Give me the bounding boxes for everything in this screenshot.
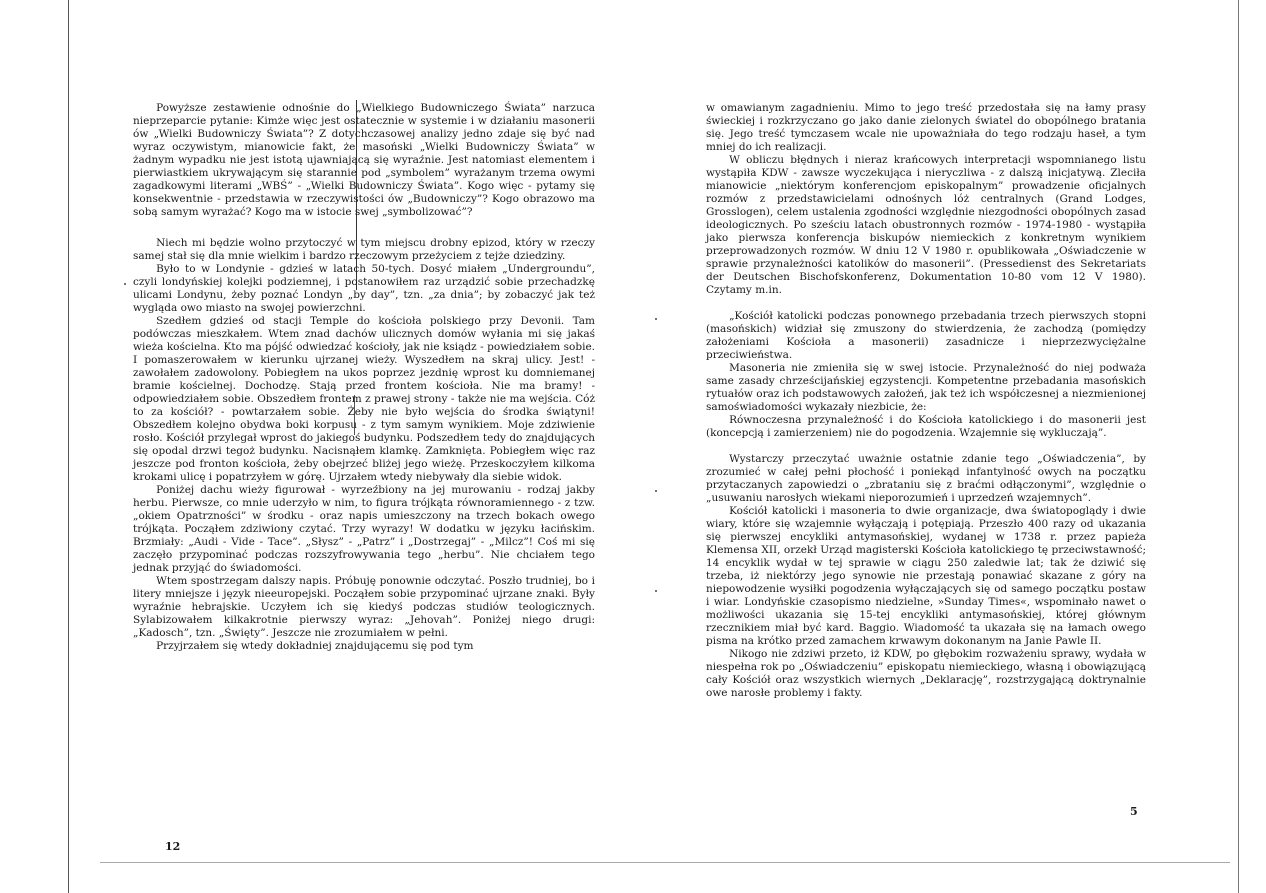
paragraph: Było to w Londynie - gdzieś w latach 50-tych. Dosyć miałem „Undergroundu”, czyli londyńskiej kolejki podziemnej, i postanowiłem raz urządzić sobie przechadzkę ulicami Londynu, żeby poznać Londyn „by day”, tzn. „za dnia”; by zobaczyć jak też wygląda owo miasto na swojej powierzchni. [133, 263, 595, 314]
scan-speck [655, 590, 657, 592]
page-number-right: 5 [1130, 805, 1138, 818]
paragraph: Nikogo nie zdziwi przeto, iż KDW, po głębokim rozważeniu sprawy, wydała w niespełna rok po „Oświadczeniu” episkopatu niemieckiego, własną i obowiązującą cały Kościół oraz wszystkich wiernych „Deklarację”, rozstrzygającą doktrynalnie owe narosłe problemy i fakty. [706, 648, 1146, 699]
right-page-text [706, 102, 1146, 700]
bottom-scan-rule [100, 862, 1230, 863]
paragraph: Wystarczy przeczytać uważnie ostatnie zdanie tego „Oświadczenia”, by zrozumieć w całej pełni płochość i poniekąd infantylność owych na początku przytaczanych zapowiedzi o „zbrataniu się z braćmi odłączonymi”, względnie o „usuwaniu narosłych wiekami nieporozumień i uprzedzeń wzajemnych”. [706, 453, 1146, 504]
left-scan-edge [68, 0, 69, 893]
left-page-text [133, 102, 595, 653]
paragraph: Powyższe zestawienie odnośnie do „Wielkiego Budowniczego Świata” narzuca nieprzeparcie pytanie: Kimże więc jest ostatecznie w systemie i w działaniu masonerii ów „Wielki Budowniczy Świata”? Z dotychczasowej analizy jedno zdaje się być nad wyraz oczywistym, mianowicie fakt, że masoński „Wielki Budowniczy Świata” w żadnym wypadku nie jest istotą ujawniającą się wyraźnie. Jest natomiast elementem i pierwiastkiem ukrywającym się starannie pod „symbolem” wyrażanym trzema owymi zagadkowymi literami „WBŚ” - „Wielki Budowniczy Świata”. Kogo więc - pytamy się konsekwentnie - przedstawia w rzeczywistości ów „Budowniczy”? Kogo obrazowo ma sobą samym wyrażać? Kogo ma w istocie swej „symbolizować”? [133, 102, 595, 218]
quote-paragraph: „Kościół katolicki podczas ponownego przebadania trzech pierwszych stopni (masońskich) widział się zmuszony do stwierdzenia, że zachodzą (pomiędzy założeniami Kościoła a masonerii) zasadnicze i nieprzezwyciężalne przeciwieństwa. [706, 310, 1146, 361]
paragraph: w omawianym zagadnieniu. Mimo to jego treść przedostała się na łamy prasy świeckiej i rozkrzyczano go jako danie zielonych światel do obopólnego bratania się. Jego treść tymczasem wcale nie upoważniała do tego rodzaju haseł, a tym mniej do ich realizacji. [706, 102, 1146, 153]
scan-speck [655, 318, 657, 320]
scan-speck [655, 490, 657, 492]
paragraph: Niech mi będzie wolno przytoczyć w tym miejscu drobny epizod, który w rzeczy samej stał się dla mnie wielkim i bardzo rzeczowym przeżyciem z tejże dziedziny. [133, 237, 595, 262]
quote-paragraph: Masoneria nie zmieniła się w swej istocie. Przynależność do niej podważa same zasady chrześcijańskiej egzystencji. Kompetentne przebadania masońskich rytuałów oraz ich podstawowych założeń, jak też ich współczesnej a niezmienionej samoświadomości wykazały niezbicie, że: [706, 362, 1146, 413]
paragraph: Wtem spostrzegam dalszy napis. Próbuję ponownie odczytać. Poszło trudniej, bo i litery mniejsze i język nieeuropejski. Począłem sobie przypominać ujrzane znaki. Były wyraźnie hebrajskie. Uczyłem ich się kiedyś podczas studiów teologicznych. Sylabizowałem kilkakrotnie pierwszy wyraz: „Jehovah”. Poniżej niego drugi: „Kadosch”, tzn. „Święty”. Jeszcze nie zrozumiałem w pełni. [133, 575, 595, 639]
paragraph: Przyjrzałem się wtedy dokładniej znajdującemu się pod tym [156, 640, 474, 652]
scan-speck [124, 283, 126, 285]
page-number-left: 12 [165, 840, 181, 853]
paragraph: Poniżej dachu wieży figurował - wyrzeźbiony na jej murowaniu - rodzaj jakby herbu. Pierwsze, co mnie uderzyło w nim, to figura trójkąta równoramiennego - z tzw. „okiem Opatrzności” w środku - oraz napis umieszczony na trzech bokach owego trójkąta. Począłem zdziwiony czytać. Trzy wyrazy! W dodatku w języku łacińskim. Brzmiały: „Audi - Vide - Tace”. „Słysz” - „Patrz” i „Dostrzegaj” - „Milcz”! Coś mi się zaczęło przypominać podczas rozszyfrowywania tego „herbu”. Nie chciałem tego jednak przyjąć do świadomości. [133, 484, 595, 574]
quote-paragraph: Równoczesna przynależność i do Kościoła katolickiego i do masonerii jest (koncepcją i zamierzeniem) nie do pogodzenia. Wzajemnie się wykluczają”. [706, 414, 1146, 439]
paragraph: Kościół katolicki i masoneria to dwie organizacje, dwa światopoglądy i dwie wiary, które się wzajemnie wyłączają i potępiają. Przeszło 400 razy od ukazania się pierwszej encykliki antymasońskiej, wydanej w 1738 r. przez papieża Klemensa XII, orzekł Urząd magisterski Kościoła katolickiego tę przeciwstawność; 14 encyklik wydał w tej sprawie w ciągu 250 zaledwie lat; tak że dziwić się trzeba, iż niektórzy jego synowie nie przestają ponawiać skazane z góry na niepowodzenie wysiłki pogodzenia wyłączających się od samego początku postaw i wiar. Londyńskie czasopismo niedzielne, »Sunday Times«, wspominało nawet o możliwości ukazania się 15-tej encykliki antymasońskiej, której głównym rzecznikiem miał być kard. Baggio. Wiadomość ta ukazała się na łamach owego pisma na krótko przed zamachem krwawym dokonanym na Janie Pawle II. [706, 505, 1146, 647]
right-scan-edge [1238, 0, 1239, 893]
paragraph: W obliczu błędnych i nieraz krańcowych interpretacji wspomnianego listu wystąpiła KDW - zawsze wyczekująca i nieryczliwa - z dalszą inicjatywą. Zleciła mianowicie „niektórym konferencjom episkopalnym” prowadzenie oficjalnych rozmów z przedstawicielami odnośnych lóż centralnych (Grand Lodges, Grosslogen), celem ustalenia zgodności względnie niezgodności obopólnych zasad ideologicznych. Po sześciu latach obustronnych rozmów - 1974-1980 - wystąpiła jako pierwsza konferencja biskupów niemieckich z konkretnym wynikiem przeprowadzonych rozmów. W dniu 12 V 1980 r. opublikowała „Oświadczenie w sprawie przynależności katolików do masonerii”. (Pressedienst des Sekretariats der Deutschen Bischofskonferenz, Dokumentation 10-80 vom 12 V 1980). Czytamy m.in. [706, 154, 1146, 296]
paragraph: Szedłem gdzieś od stacji Temple do kościoła polskiego przy Devonii. Tam podówczas mieszkałem. Wtem znad dachów ulicznych domów wyłania mi się jakaś wieża kościelna. Kto ma pójść odwiedzać kościoły, jak nie ksiądz - powiedziałem sobie. I pomaszerowałem w kierunku ujrzanej wieży. Wyszedłem na skraj ulicy. Jest! - zawołałem zadowolony. Pobiegłem na ukos poprzez jezdnię wprost ku domniemanej bramie kościelnej. Dochodzę. Stają przed frontem kościoła. Nie ma bramy! - odpowiedziałem sobie. Obszedłem frontem z prawej strony - także nie ma wejścia. Cóż to za kościół? - powtarzałem sobie. Żeby nie było wejścia do środka świątyni! Obszedłem kolejno obydwa boki korpusu - z tym samym wynikiem. Moje zdziwienie rosło. Kościół przylegał wprost do jakiegoś budynku. Podszedłem tedy do znajdujących się opodal drzwi tegoż budynku. Nacisnąłem klamkę. Zamknięta. Pobiegłem więc raz jeszcze pod fronton kościoła, żeby obejrzeć bliżej jego wieżę. Przeskoczyłem kilkoma krokami ulicę i popatrzyłem w górę. Ujrzałem wtedy niebywały dla siebie widok. [133, 315, 595, 483]
